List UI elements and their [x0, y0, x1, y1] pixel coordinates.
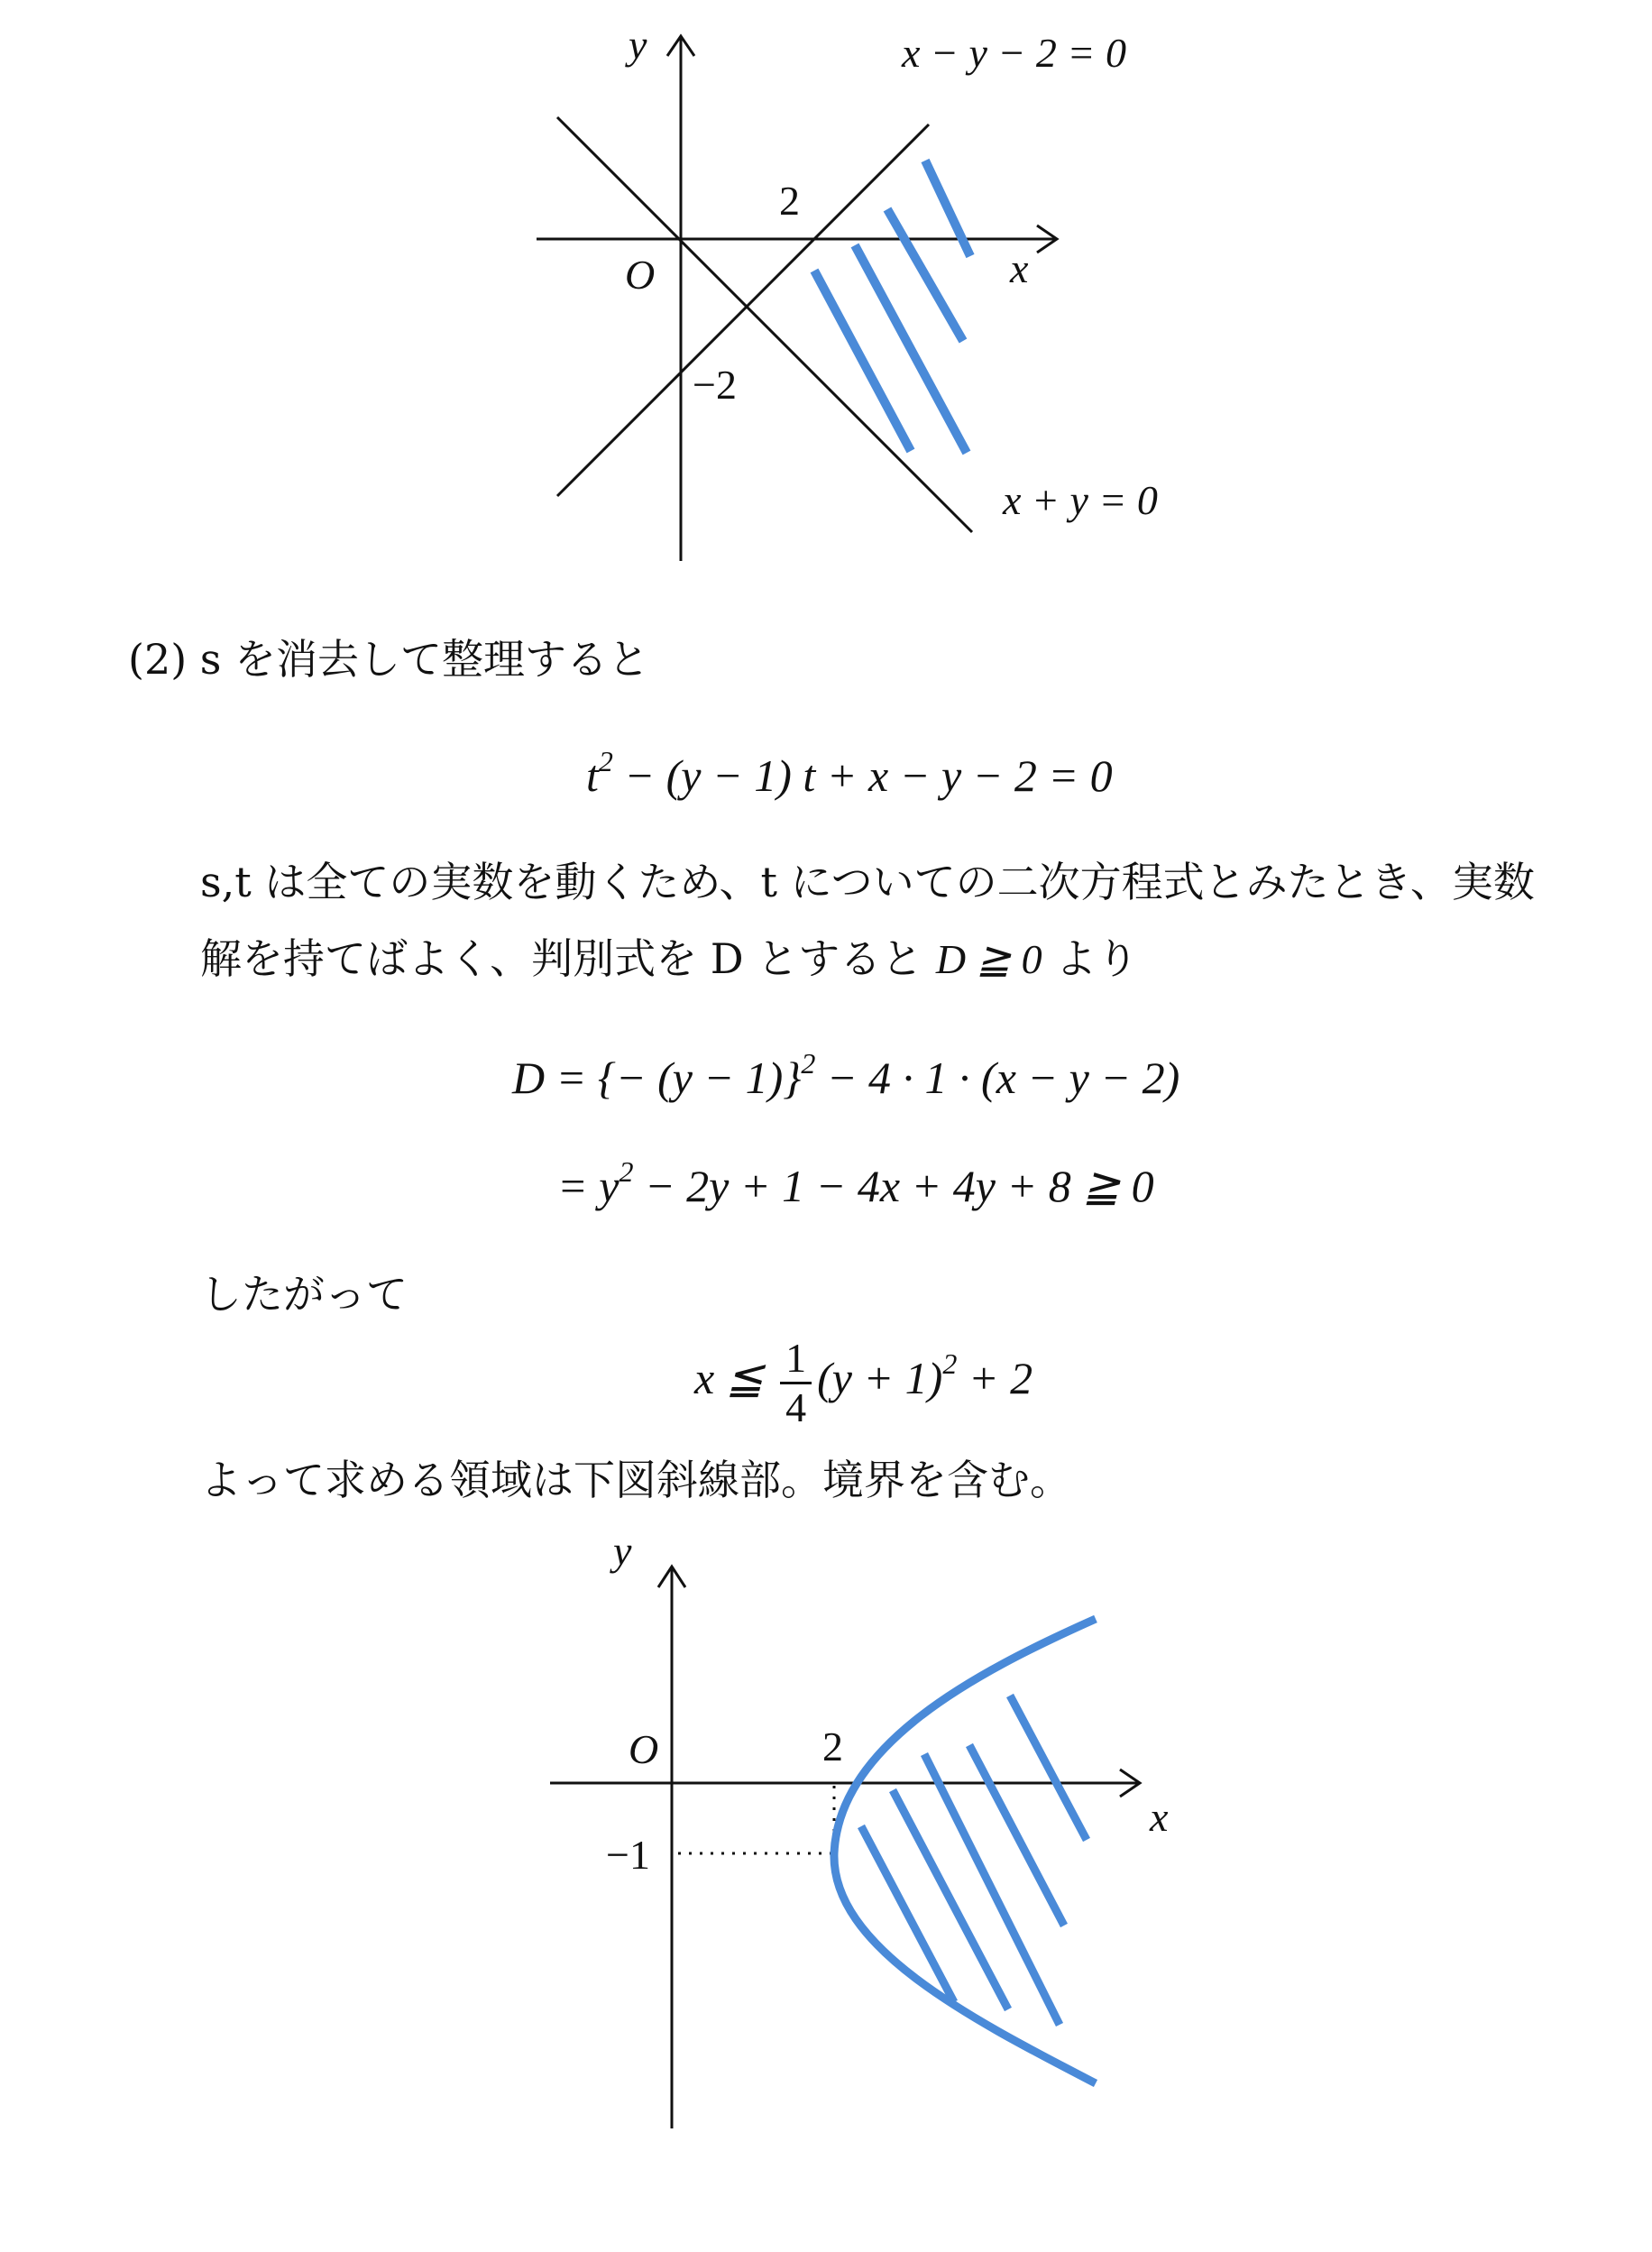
- figure2-two-label: 2: [822, 1723, 843, 1769]
- line1-equation-label: x − y − 2 = 0: [902, 30, 1126, 76]
- figure2-origin-label: O: [629, 1726, 659, 1772]
- paragraph-1-line-1: s,t は全ての実数を動くため、t についての二次方程式とみたとき、実数: [200, 858, 1535, 906]
- figure2-hatch-5: [1010, 1696, 1087, 1840]
- para1-line2-a: 解を持てばよく、判別式を D とすると: [200, 934, 936, 983]
- eq2-sup: 2: [801, 1047, 816, 1080]
- eq4-numerator: 1: [780, 1335, 812, 1384]
- figure1-origin-label: O: [625, 252, 656, 298]
- figure2-y-label: y: [613, 1528, 632, 1574]
- eq2-part1: D = {− (y − 1)}: [512, 1052, 802, 1103]
- eq4-denominator: 4: [785, 1384, 807, 1431]
- therefore-text: したがって: [200, 1270, 408, 1319]
- eq4-sup: 2: [942, 1347, 958, 1380]
- figure1-x-label: x: [1010, 245, 1029, 291]
- conclusion-text: よって求める領域は下図斜線部。境界を含む。: [200, 1456, 1071, 1504]
- figure2-x-label: x: [1150, 1794, 1169, 1840]
- eq3-part2: − 2y + 1 − 4x + 4y + 8 ≧ 0: [633, 1161, 1154, 1211]
- eq4-left: x ≦: [694, 1353, 764, 1403]
- figure2-minus-one-label: −1: [606, 1832, 650, 1878]
- eq3-sup: 2: [619, 1155, 634, 1188]
- figure1-two-label: 2: [779, 178, 800, 224]
- eq4-tail: + 2: [957, 1353, 1033, 1403]
- para1-line2-math: D ≧ 0: [935, 936, 1042, 982]
- eq1-rest: − (y − 1) t + x − y − 2 = 0: [612, 750, 1113, 801]
- para1-line2-b: より: [1042, 934, 1139, 983]
- eq4-right: (y + 1): [817, 1353, 943, 1403]
- eq3-part1: = y: [557, 1161, 620, 1211]
- figure1-y-label: y: [629, 22, 647, 68]
- eq1-t: t: [586, 750, 599, 801]
- section2-heading: (2) s を消去して整理すると: [128, 635, 650, 684]
- eq1-sup: 2: [598, 745, 613, 777]
- figure1-minus-two-label: −2: [693, 362, 737, 408]
- line2-equation-label: x + y = 0: [1003, 477, 1158, 523]
- eq2-part2: − 4 · 1 · (x − y − 2): [815, 1052, 1180, 1103]
